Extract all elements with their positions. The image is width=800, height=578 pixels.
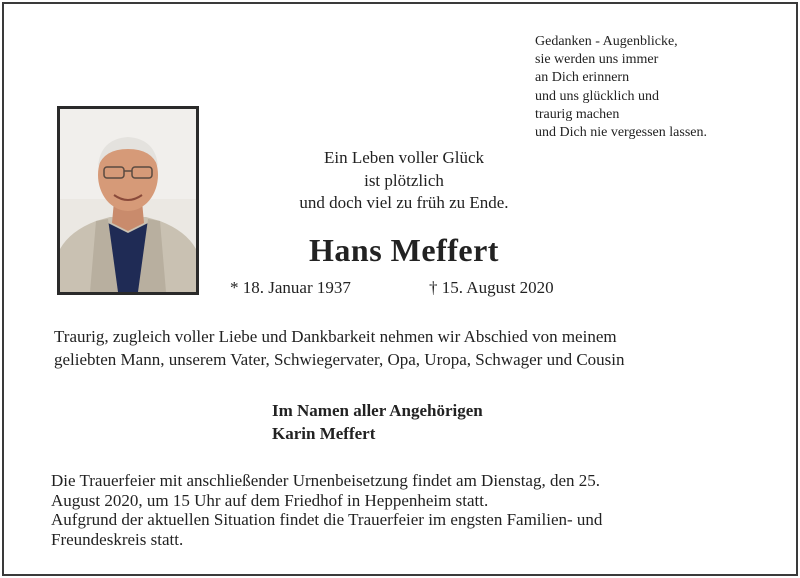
poem-line: traurig machen: [535, 106, 620, 122]
birth-date: * 18. Januar 1937: [230, 278, 351, 297]
motto-line: Ein Leben voller Glück: [323, 148, 485, 167]
signature-line: Im Namen aller Angehörigen: [272, 401, 483, 420]
announcement-line: Traurig, zugleich voller Liebe und Dankbarkeit nehmen wir Abschied von meinem: [54, 327, 617, 346]
motto-line: ist plötzlich: [364, 170, 444, 190]
funeral-line: Aufgrund der aktuellen Situation findet die Trauerfeier im engsten Familien- und: [51, 510, 603, 529]
signature: [272, 400, 483, 445]
poem-line: an Dich erinnern: [535, 70, 630, 86]
signature-name: Karin Meffert: [272, 423, 376, 443]
death-date: † 15. August 2020: [429, 278, 554, 297]
announcement-line: geliebten Mann, unserem Vater, Schwiegervater, Opa, Uropa, Schwager und Cousin: [54, 349, 625, 369]
motto: [244, 147, 564, 215]
poem: [535, 33, 707, 142]
funeral-info: [51, 471, 746, 549]
poem-line: und uns glücklich und: [535, 88, 660, 104]
funeral-line: Freundeskreis statt.: [51, 529, 184, 549]
deceased-name: Hans Meffert: [309, 232, 499, 268]
funeral-line: August 2020, um 15 Uhr auf dem Friedhof in Heppenheim statt.: [51, 490, 489, 510]
portrait-illustration: [60, 109, 196, 292]
poem-line: und Dich nie vergessen lassen.: [535, 125, 707, 141]
poem-line: Gedanken - Augenblicke,: [535, 34, 678, 49]
portrait-photo: [57, 106, 199, 295]
motto-line: und doch viel zu früh zu Ende.: [299, 193, 509, 212]
announcement-text: [54, 326, 754, 371]
obituary-frame: [2, 2, 798, 576]
funeral-line: Die Trauerfeier mit anschließender Urnenbeisetzung findet am Dienstag, den 25.: [51, 471, 601, 490]
poem-line: sie werden uns immer: [535, 52, 659, 68]
